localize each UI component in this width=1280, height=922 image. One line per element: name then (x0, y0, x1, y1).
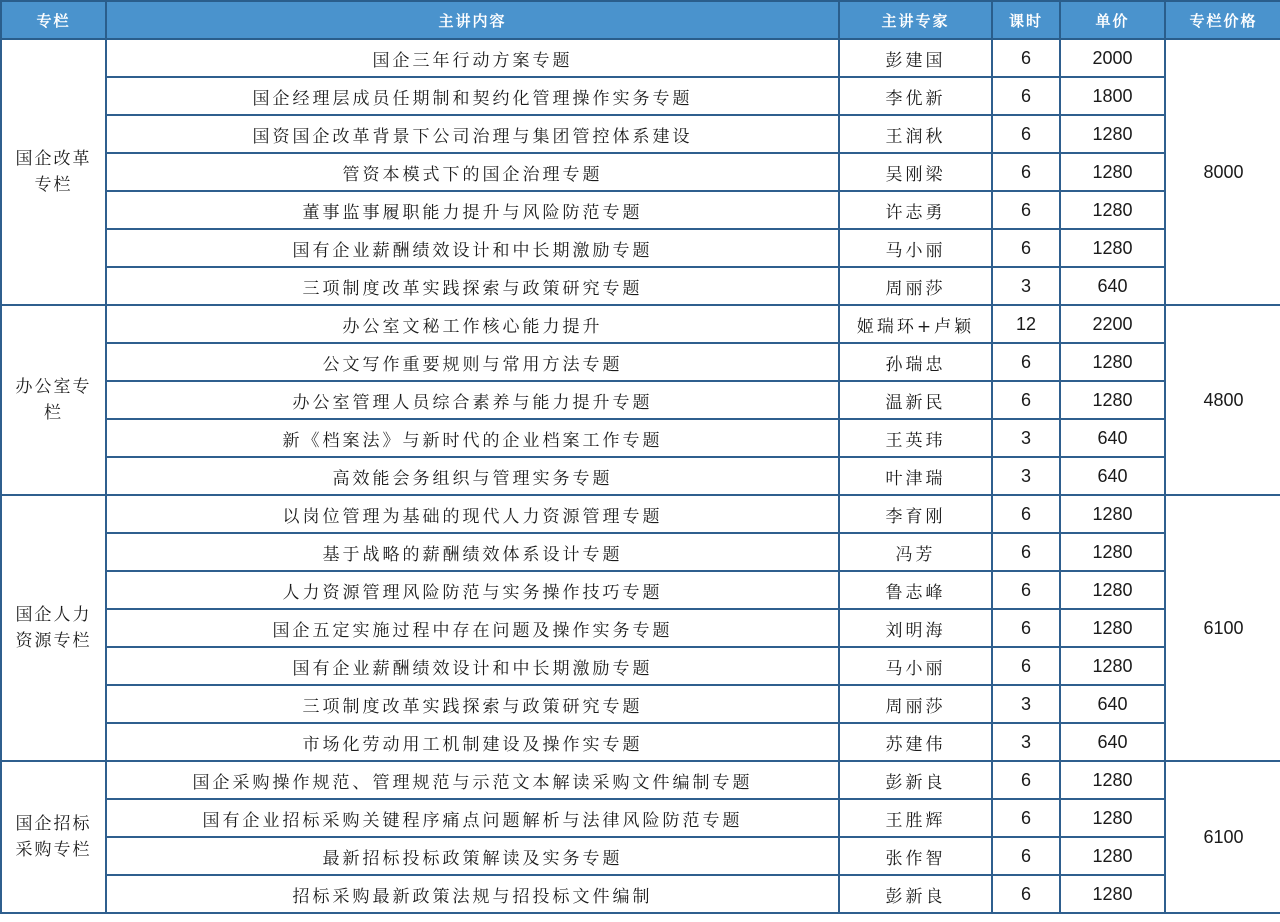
course-price: 640 (1060, 267, 1165, 305)
course-hours: 6 (992, 875, 1060, 913)
course-topic: 董事监事履职能力提升与风险防范专题 (106, 191, 839, 229)
course-expert: 王英玮 (839, 419, 992, 457)
course-expert: 周丽莎 (839, 267, 992, 305)
table-body (1, 39, 1280, 913)
table-row (1, 115, 1280, 153)
section-name: 国企改革专栏 (1, 39, 106, 305)
course-price: 1280 (1060, 229, 1165, 267)
course-expert: 姬瑞环+卢颖 (839, 305, 992, 343)
course-topic: 公文写作重要规则与常用方法专题 (106, 343, 839, 381)
course-topic: 国有企业招标采购关键程序痛点问题解析与法律风险防范专题 (106, 799, 839, 837)
section-total-price: 6100 (1165, 761, 1280, 913)
course-hours: 6 (992, 495, 1060, 533)
course-hours: 12 (992, 305, 1060, 343)
table-row (1, 229, 1280, 267)
course-expert: 苏建伟 (839, 723, 992, 761)
course-expert: 李育刚 (839, 495, 992, 533)
course-price: 1280 (1060, 381, 1165, 419)
section-name: 办公室专栏 (1, 305, 106, 495)
course-hours: 6 (992, 229, 1060, 267)
course-hours: 6 (992, 77, 1060, 115)
table-row (1, 875, 1280, 913)
table-row (1, 191, 1280, 229)
section-total-price: 6100 (1165, 495, 1280, 761)
table-row (1, 533, 1280, 571)
course-expert: 冯芳 (839, 533, 992, 571)
course-topic: 市场化劳动用工机制建设及操作实专题 (106, 723, 839, 761)
course-price: 1280 (1060, 571, 1165, 609)
table-row (1, 723, 1280, 761)
table-row (1, 77, 1280, 115)
course-expert: 马小丽 (839, 229, 992, 267)
header-section: 专栏 (1, 1, 106, 39)
course-topic: 最新招标投标政策解读及实务专题 (106, 837, 839, 875)
course-hours: 6 (992, 153, 1060, 191)
course-expert: 叶津瑞 (839, 457, 992, 495)
course-topic: 高效能会务组织与管理实务专题 (106, 457, 839, 495)
course-expert: 孙瑞忠 (839, 343, 992, 381)
course-price: 1280 (1060, 609, 1165, 647)
header-topic: 主讲内容 (106, 1, 839, 39)
course-price: 1280 (1060, 761, 1165, 799)
course-hours: 3 (992, 419, 1060, 457)
table-row (1, 419, 1280, 457)
table-row (1, 457, 1280, 495)
course-price: 2000 (1060, 39, 1165, 77)
course-hours: 6 (992, 647, 1060, 685)
table-row (1, 305, 1280, 343)
course-price: 1280 (1060, 533, 1165, 571)
course-topic: 新《档案法》与新时代的企业档案工作专题 (106, 419, 839, 457)
course-expert: 吴刚梁 (839, 153, 992, 191)
course-price: 1280 (1060, 191, 1165, 229)
table-row (1, 647, 1280, 685)
course-expert: 彭建国 (839, 39, 992, 77)
table-row (1, 685, 1280, 723)
header-price: 单价 (1060, 1, 1165, 39)
header-hours: 课时 (992, 1, 1060, 39)
course-hours: 6 (992, 191, 1060, 229)
course-topic: 三项制度改革实践探索与政策研究专题 (106, 685, 839, 723)
header-row (1, 1, 1280, 39)
course-hours: 6 (992, 115, 1060, 153)
course-expert: 许志勇 (839, 191, 992, 229)
section-total-price: 4800 (1165, 305, 1280, 495)
course-price: 2200 (1060, 305, 1165, 343)
course-expert: 马小丽 (839, 647, 992, 685)
course-topic: 国有企业薪酬绩效设计和中长期激励专题 (106, 229, 839, 267)
course-price: 1280 (1060, 495, 1165, 533)
course-topic: 国企三年行动方案专题 (106, 39, 839, 77)
course-price: 640 (1060, 457, 1165, 495)
course-price: 1280 (1060, 837, 1165, 875)
course-hours: 3 (992, 685, 1060, 723)
course-hours: 6 (992, 609, 1060, 647)
table-row (1, 761, 1280, 799)
table-row (1, 609, 1280, 647)
table-row (1, 495, 1280, 533)
course-price: 640 (1060, 723, 1165, 761)
course-price: 1800 (1060, 77, 1165, 115)
course-price: 1280 (1060, 875, 1165, 913)
course-expert: 李优新 (839, 77, 992, 115)
header-expert: 主讲专家 (839, 1, 992, 39)
table-row (1, 343, 1280, 381)
course-topic: 以岗位管理为基础的现代人力资源管理专题 (106, 495, 839, 533)
course-hours: 6 (992, 381, 1060, 419)
course-topic: 管资本模式下的国企治理专题 (106, 153, 839, 191)
course-topic: 办公室管理人员综合素养与能力提升专题 (106, 381, 839, 419)
course-hours: 6 (992, 799, 1060, 837)
course-hours: 3 (992, 457, 1060, 495)
course-hours: 6 (992, 39, 1060, 77)
course-hours: 6 (992, 571, 1060, 609)
course-expert: 彭新良 (839, 875, 992, 913)
course-price: 1280 (1060, 799, 1165, 837)
course-hours: 3 (992, 267, 1060, 305)
course-topic: 国企采购操作规范、管理规范与示范文本解读采购文件编制专题 (106, 761, 839, 799)
course-expert: 周丽莎 (839, 685, 992, 723)
course-hours: 6 (992, 343, 1060, 381)
course-expert: 鲁志峰 (839, 571, 992, 609)
table-row (1, 267, 1280, 305)
header-section-price: 专栏价格 (1165, 1, 1280, 39)
course-price: 640 (1060, 685, 1165, 723)
course-price: 1280 (1060, 343, 1165, 381)
table-row (1, 571, 1280, 609)
course-topic: 国资国企改革背景下公司治理与集团管控体系建设 (106, 115, 839, 153)
course-expert: 刘明海 (839, 609, 992, 647)
course-topic: 人力资源管理风险防范与实务操作技巧专题 (106, 571, 839, 609)
course-expert: 彭新良 (839, 761, 992, 799)
course-expert: 张作智 (839, 837, 992, 875)
course-topic: 招标采购最新政策法规与招投标文件编制 (106, 875, 839, 913)
course-expert: 温新民 (839, 381, 992, 419)
course-topic: 基于战略的薪酬绩效体系设计专题 (106, 533, 839, 571)
course-price: 640 (1060, 419, 1165, 457)
course-topic: 国企五定实施过程中存在问题及操作实务专题 (106, 609, 839, 647)
course-price: 1280 (1060, 647, 1165, 685)
table-row (1, 153, 1280, 191)
course-topic: 办公室文秘工作核心能力提升 (106, 305, 839, 343)
section-total-price: 8000 (1165, 39, 1280, 305)
table-row (1, 39, 1280, 77)
course-topic: 三项制度改革实践探索与政策研究专题 (106, 267, 839, 305)
course-hours: 6 (992, 761, 1060, 799)
course-hours: 3 (992, 723, 1060, 761)
table-row (1, 381, 1280, 419)
course-hours: 6 (992, 837, 1060, 875)
course-topic: 国有企业薪酬绩效设计和中长期激励专题 (106, 647, 839, 685)
course-price: 1280 (1060, 115, 1165, 153)
course-hours: 6 (992, 533, 1060, 571)
section-name: 国企招标采购专栏 (1, 761, 106, 913)
table-row (1, 837, 1280, 875)
section-name: 国企人力资源专栏 (1, 495, 106, 761)
table-row (1, 799, 1280, 837)
course-topic: 国企经理层成员任期制和契约化管理操作实务专题 (106, 77, 839, 115)
course-expert: 王胜辉 (839, 799, 992, 837)
course-price: 1280 (1060, 153, 1165, 191)
course-expert: 王润秋 (839, 115, 992, 153)
